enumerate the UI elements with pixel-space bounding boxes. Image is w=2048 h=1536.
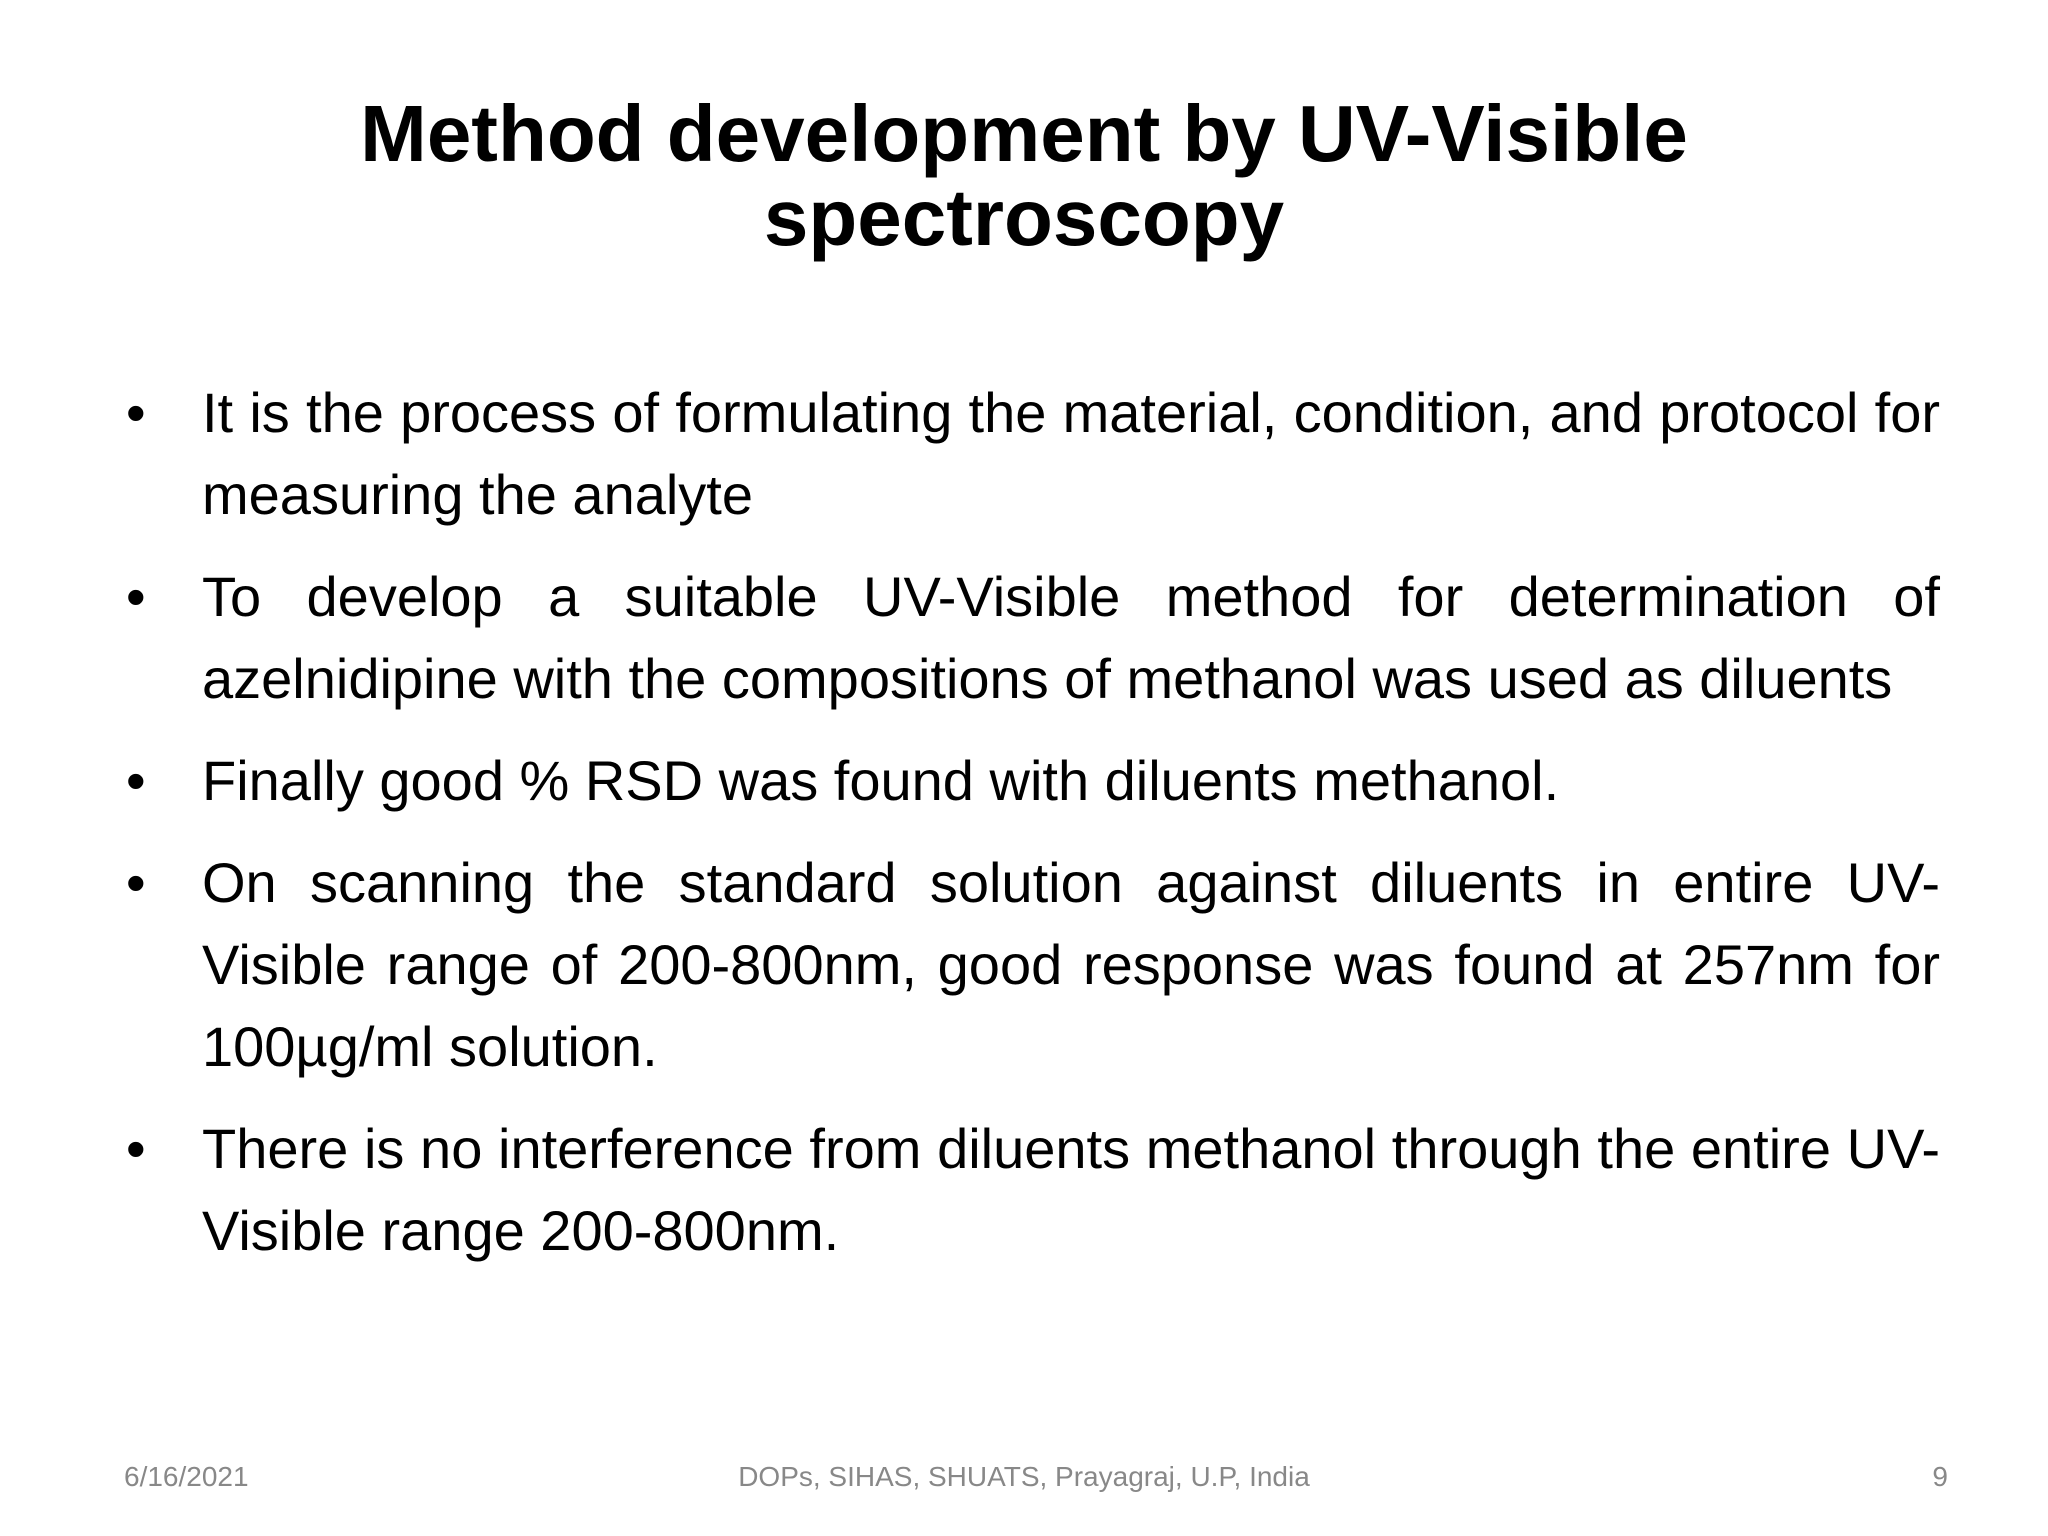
bullet-item (120, 740, 1940, 822)
slide-title (240, 89, 1808, 262)
footer-institution: DOPs, SIHAS, SHUATS, Prayagraj, U.P, India (738, 1461, 1310, 1492)
bullet-icon: • (126, 1117, 146, 1180)
bullet-icon: • (126, 565, 146, 628)
bullet-icon: • (126, 381, 146, 444)
bullet-text: On scanning the standard solution against diluents in entire UV-Visible range of 200-800nm, good response was found at 257nm for 100µg/ml solution. (202, 851, 1940, 1078)
bullet-text: Finally good % RSD was found with diluents methanol. (202, 749, 1560, 812)
bullet-item (120, 556, 1940, 720)
footer-page-number: 9 (1932, 1461, 1948, 1492)
bullet-item (120, 1108, 1940, 1272)
bullet-list (120, 372, 1940, 1292)
bullet-item (120, 372, 1940, 536)
footer-date: 6/16/2021 (124, 1461, 249, 1492)
bullet-icon: • (126, 749, 146, 812)
slide-title-line-1: Method development by UV-Visible (360, 89, 1688, 178)
bullet-text: To develop a suitable UV-Visible method for determination of azelnidipine with the compositions of methanol was used as diluents (202, 565, 1940, 710)
slide-title-line-2: spectroscopy (763, 173, 1285, 262)
bullet-text: It is the process of formulating the material, condition, and protocol for measuring the analyte (202, 381, 1940, 526)
bullet-item (120, 842, 1940, 1088)
bullet-text: There is no interference from diluents methanol through the entire UV-Visible range 200-800nm. (202, 1117, 1940, 1262)
bullet-icon: • (126, 851, 146, 914)
